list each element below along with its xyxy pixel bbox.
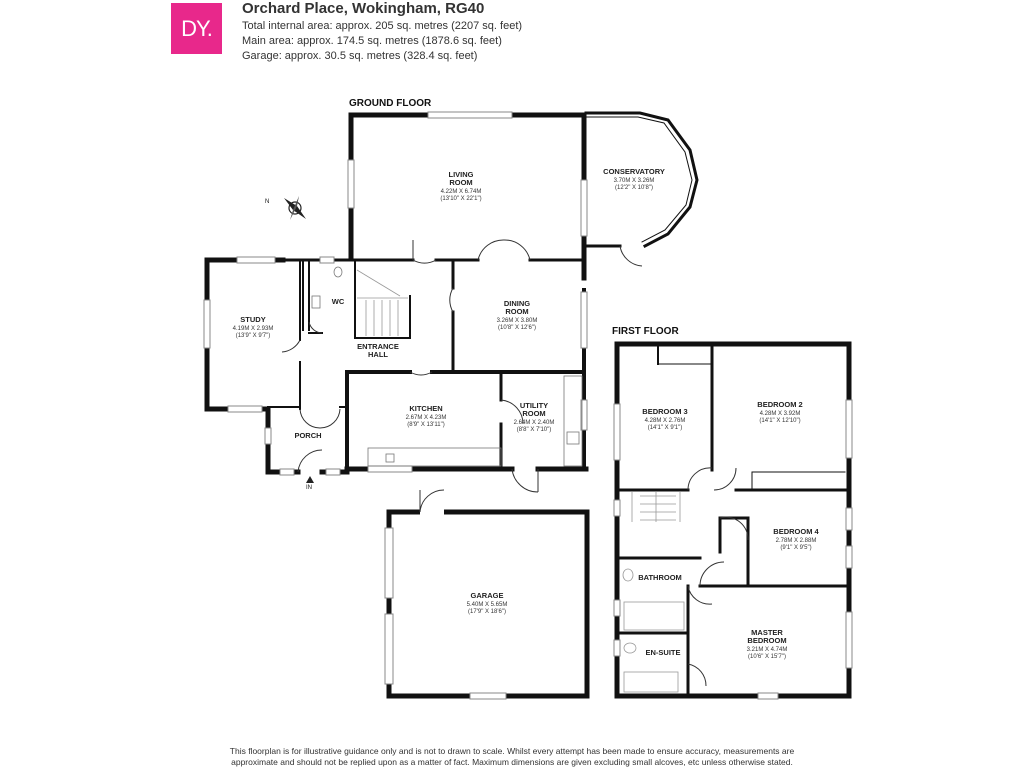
bedroom-4-name: BEDROOM 4 <box>773 527 819 536</box>
first-floor-label: FIRST FLOOR <box>612 326 679 337</box>
study-dims-imperial: (13'9" X 9'7") <box>235 333 271 339</box>
master-bedroom-name-2: BEDROOM <box>747 636 787 645</box>
garage-name: GARAGE <box>470 591 504 600</box>
master-bedroom-dims: 3.21M X 4.74M <box>746 647 788 653</box>
utility-room-dims: 2.64M X 2.40M <box>513 420 555 426</box>
bedroom-3-name: BEDROOM 3 <box>642 407 688 416</box>
garage-dims-imperial: (17'9" X 18'6") <box>468 609 506 615</box>
ground-floor-label: GROUND FLOOR <box>349 98 432 109</box>
conservatory-dims: 3.70M X 3.26M <box>613 178 655 184</box>
living-room-name-2: ROOM <box>449 178 473 187</box>
conservatory-name: CONSERVATORY <box>603 167 665 176</box>
bedroom-2-dims: 4.28M X 3.92M <box>759 411 801 417</box>
bedroom-3-dims-imperial: (14'1" X 9'1") <box>647 425 683 431</box>
kitchen-name: KITCHEN <box>409 404 443 413</box>
ground-floor-stairs <box>357 270 408 336</box>
main-area: Main area: approx. 174.5 sq. metres (1878.6 sq. feet) <box>242 35 502 47</box>
utility-room-dims-imperial: (8'8" X 7'10") <box>516 427 552 433</box>
garage-area: Garage: approx. 30.5 sq. metres (328.4 sq. feet) <box>242 50 478 62</box>
bedroom-4-dims: 2.78M X 2.88M <box>775 538 817 544</box>
dining-room-dims: 3.26M X 3.80M <box>496 318 538 324</box>
bedroom-2-dims-imperial: (14'1" X 12'10") <box>759 418 801 424</box>
ground-floor-doors <box>282 240 642 492</box>
dining-room-name: DINING <box>503 299 531 308</box>
ground-floor-fixtures <box>312 267 582 466</box>
living-room-dims: 4.22M X 6.74M <box>440 189 482 195</box>
dining-room-dims-imperial: (10'8" X 12'6") <box>498 325 536 331</box>
bedroom-3-dims: 4.28M X 2.76M <box>644 418 686 424</box>
wc-name: WC <box>331 297 345 306</box>
entrance-hall-name: ENTRANCE <box>357 342 399 351</box>
living-room-dims-imperial: (13'10" X 22'1") <box>440 196 482 202</box>
living-room-name: LIVING <box>448 170 474 179</box>
bathroom-name: BATHROOM <box>638 573 682 582</box>
compass-icon <box>265 196 306 220</box>
brand-logo: DY. <box>171 3 222 54</box>
en-suite-name: EN-SUITE <box>645 648 681 657</box>
master-bedroom-name: MASTER <box>751 628 783 637</box>
first-floor-doors <box>688 468 748 686</box>
porch-name: PORCH <box>294 431 322 440</box>
first-floor-fixtures <box>623 492 684 692</box>
kitchen-dims-imperial: (8'9" X 13'11") <box>407 422 445 428</box>
utility-room-name: UTILITY <box>519 401 549 410</box>
entrance-hall-name-2: HALL <box>368 350 388 359</box>
property-title: Orchard Place, Wokingham, RG40 <box>242 0 485 17</box>
disclaimer-line-1: This floorplan is for illustrative guidance only and is not to drawn to scale. Whilst every attempt has been made to ensure accuracy, measurements are <box>229 746 795 756</box>
entrance-label: IN <box>306 485 312 491</box>
kitchen-dims: 2.67M X 4.23M <box>405 415 447 421</box>
disclaimer <box>0 746 1024 768</box>
study-dims: 4.19M X 2.93M <box>232 326 274 332</box>
conservatory-dims-imperial: (12'2" X 10'8") <box>615 185 653 191</box>
utility-room-name-2: ROOM <box>522 409 546 418</box>
dining-room-name-2: ROOM <box>505 307 529 316</box>
bedroom-2-name: BEDROOM 2 <box>757 400 803 409</box>
entrance-arrow-icon <box>306 476 314 483</box>
study-name: STUDY <box>240 315 266 324</box>
bedroom-4-dims-imperial: (9'1" X 9'5") <box>780 545 812 551</box>
disclaimer-line-2: approximate and should not be replied upon as a matter of fact. Maximum dimensions are given excluding small alcoves, etc unless otherwise stated. <box>231 757 793 767</box>
garage-dims: 5.40M X 5.65M <box>466 602 508 608</box>
total-area: Total internal area: approx. 205 sq. metres (2207 sq. feet) <box>242 20 523 32</box>
compass-north: N <box>265 199 270 205</box>
master-bedroom-dims-imperial: (10'6" X 15'7") <box>748 654 786 660</box>
